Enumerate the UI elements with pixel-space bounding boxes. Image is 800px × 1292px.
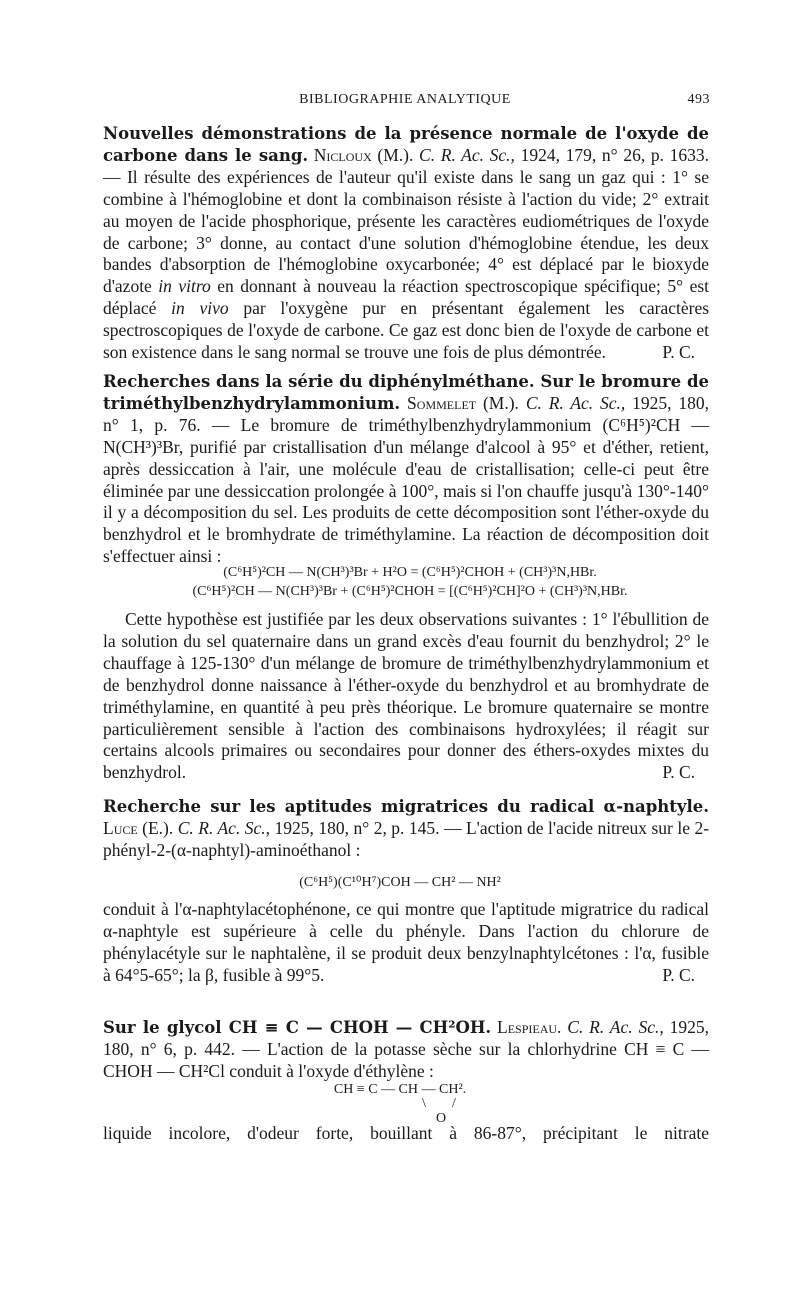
reaction-equation-1: (C⁶H⁵)²CH — N(CH³)³Br + H²O = (C⁶H⁵)²CHOH + (CH³)³N,HBr. <box>223 565 597 580</box>
reviewer-initials: P. C. <box>662 762 695 782</box>
journal-name: C. R. Ac. Sc., <box>525 392 626 413</box>
reviewer-initials: P. C. <box>662 342 695 363</box>
abstract-body: — Le bromure de triméthylbenzhydrylammonium (C⁶H⁵)²CH — N(CH³)³Br, purifié par cristallisation d'un mélange d'alcool à 95° et d'éther, retient, après dessiccation à l'air, une molécule d'eau de cristallisation; celle-ci peut être éliminée par une dessiccation prolongée à 100°, mais si l'on chauffe jusqu'à 130°-140° il y a décomposition du sel. Les produits de cette décomposition sont l'éther-oxyde du benzhydrol et le bromhydrate de triméthylamine. La réaction de décomposition doit s'effectuer ainsi : <box>103 414 710 567</box>
abstract-luce-part2 <box>103 899 709 987</box>
abstract-title: Sur le glycol CH ≡ C — CHOH — CH²OH. <box>103 1018 492 1037</box>
journal-reference: 1925, 180, n° 1, p. 76. <box>103 392 710 435</box>
abstract-author: Nicloux (M.). <box>313 144 414 165</box>
abstract-sommelet <box>103 371 709 568</box>
latin-term: in vivo <box>171 298 229 319</box>
journal-name: C. R. Ac. Sc., <box>177 817 271 838</box>
abstract-sommelet-part2 <box>103 609 709 784</box>
journal-name: C. R. Ac. Sc., <box>567 1017 664 1037</box>
abstract-title: Recherche sur les aptitudes migratrices du radical α-naphtyle. <box>103 797 709 816</box>
abstract-body-continued: conduit à l'α-naphtylacétophénone, ce qui montre que l'aptitude migratrice du radical α-naphtyle est supérieure à celle du phényle. Dans l'action du chlorure de phénylacétyle sur le naphtalène, il se produit deux benzylnaphtylcétones : l'α, fusible à 64°5-65°; la β, fusible à 99°5. <box>103 899 709 985</box>
running-title: BIBLIOGRAPHIE ANALYTIQUE <box>299 92 511 107</box>
abstract-lespieau <box>103 1017 709 1083</box>
journal-reference: 1925, 180, n° 6, p. 442. <box>103 1017 709 1059</box>
ethylene-oxide-formula: CH ≡ C — CH — CH². <box>333 1082 467 1097</box>
journal-name: C. R. Ac. Sc., <box>419 144 515 165</box>
abstract-body: — L'action de l'acide nitreux sur le 2-phényl-2-(α-naphtyl)-aminoéthanol : <box>103 817 710 860</box>
abstract-author: Lespieau. <box>497 1017 562 1037</box>
abstract-title: Nouvelles démonstrations de la présence normale de l'oxyde de carbone dans le sang. <box>103 124 709 165</box>
abstract-body-continued: Cette hypothèse est justifiée par les deux observations suivantes : 1° l'ébullition de la solution du sel quaternaire dans un grand excès d'eau fournit du benzhydrol; 2° le chauffage à 125-130° d'un mélange de bromure de triméthylbenzhydrylammonium et de benzhydrol donne naissance à l'éther-oxyde du benzhydrol et au bromhydrate de triméthylamine, en quantité à peu près théorique. Le bromure quaternaire se montre particulièrement sensible à l'action des combinaisons hydroxylées; il réagit sur certains alcools primaires ou secondaires pour donner des éthers-oxydes mixtes du benzhydrol. <box>103 609 709 783</box>
aminoethanol-formula: (C⁶H⁵)(C¹⁰H⁷)COH — CH² — NH² <box>299 875 501 890</box>
journal-reference: 1925, 180, n° 2, p. 145. <box>274 817 440 838</box>
abstract-sommelet-signature <box>103 762 709 784</box>
reviewer-initials: P. C. <box>662 964 695 985</box>
abstract-author: Sommelet (M.). <box>407 392 519 413</box>
abstract-nicloux <box>103 123 709 364</box>
abstract-title: Recherches dans la série du diphénylméthane. Sur le bromure de triméthylbenzhydrylammonium. <box>103 372 709 413</box>
abstract-body: — L'action de la potasse sèche sur la chlorhydrine CH ≡ C — CHOH — CH²Cl conduit à l'oxyde d'éthylène : <box>103 1038 710 1081</box>
abstract-luce <box>103 796 709 862</box>
page-number: 493 <box>687 92 710 107</box>
epoxide-bond-left: \ <box>422 1096 426 1111</box>
abstract-body: — Il résulte des expériences de l'auteur qu'il existe dans le sang un gaz qui : 1° se combine à l'hémoglobine et dont la combinaison résiste à l'action du vide; 2° extrait au moyen de l'acide phosphorique, présente les caractères eudiométriques de l'oxyde de carbone; 3° donne, au contact d'une solution d'hémoglobine étendue, les deux bandes d'absorption de l'hémoglobine oxycarbonée; 4° est déplacé par le bioxyde d'azote <box>103 166 709 297</box>
journal-reference: 1924, 179, n° 26, p. 1633. <box>520 144 710 165</box>
abstract-body-continued: en donnant à nouveau la réaction spectroscopique spécifique; 5° est déplacé <box>103 276 710 319</box>
abstract-lespieau-continuation: liquide incolore, d'odeur forte, bouillant à 86-87°, précipitant le nitrate <box>103 1123 709 1143</box>
running-header <box>100 92 710 112</box>
latin-term: in vitro <box>158 276 211 297</box>
epoxide-bond-right: / <box>452 1096 456 1111</box>
abstract-author: Luce (E.). <box>103 817 174 838</box>
reaction-equation-2: (C⁶H⁵)²CH — N(CH³)³Br + (C⁶H⁵)²CHOH = [(C⁶H⁵)²CH]²O + (CH³)³N,HBr. <box>192 584 628 599</box>
abstract-body-continued: par l'oxygène pur en présentant également les caractères spectroscopiques de l'oxyde de carbone. Ce gaz est donc bien de l'oxyde de carbone et son existence dans le sang normal se trouve une fois de plus démontrée. <box>103 298 710 363</box>
epoxide-oxygen: O <box>436 1111 447 1126</box>
